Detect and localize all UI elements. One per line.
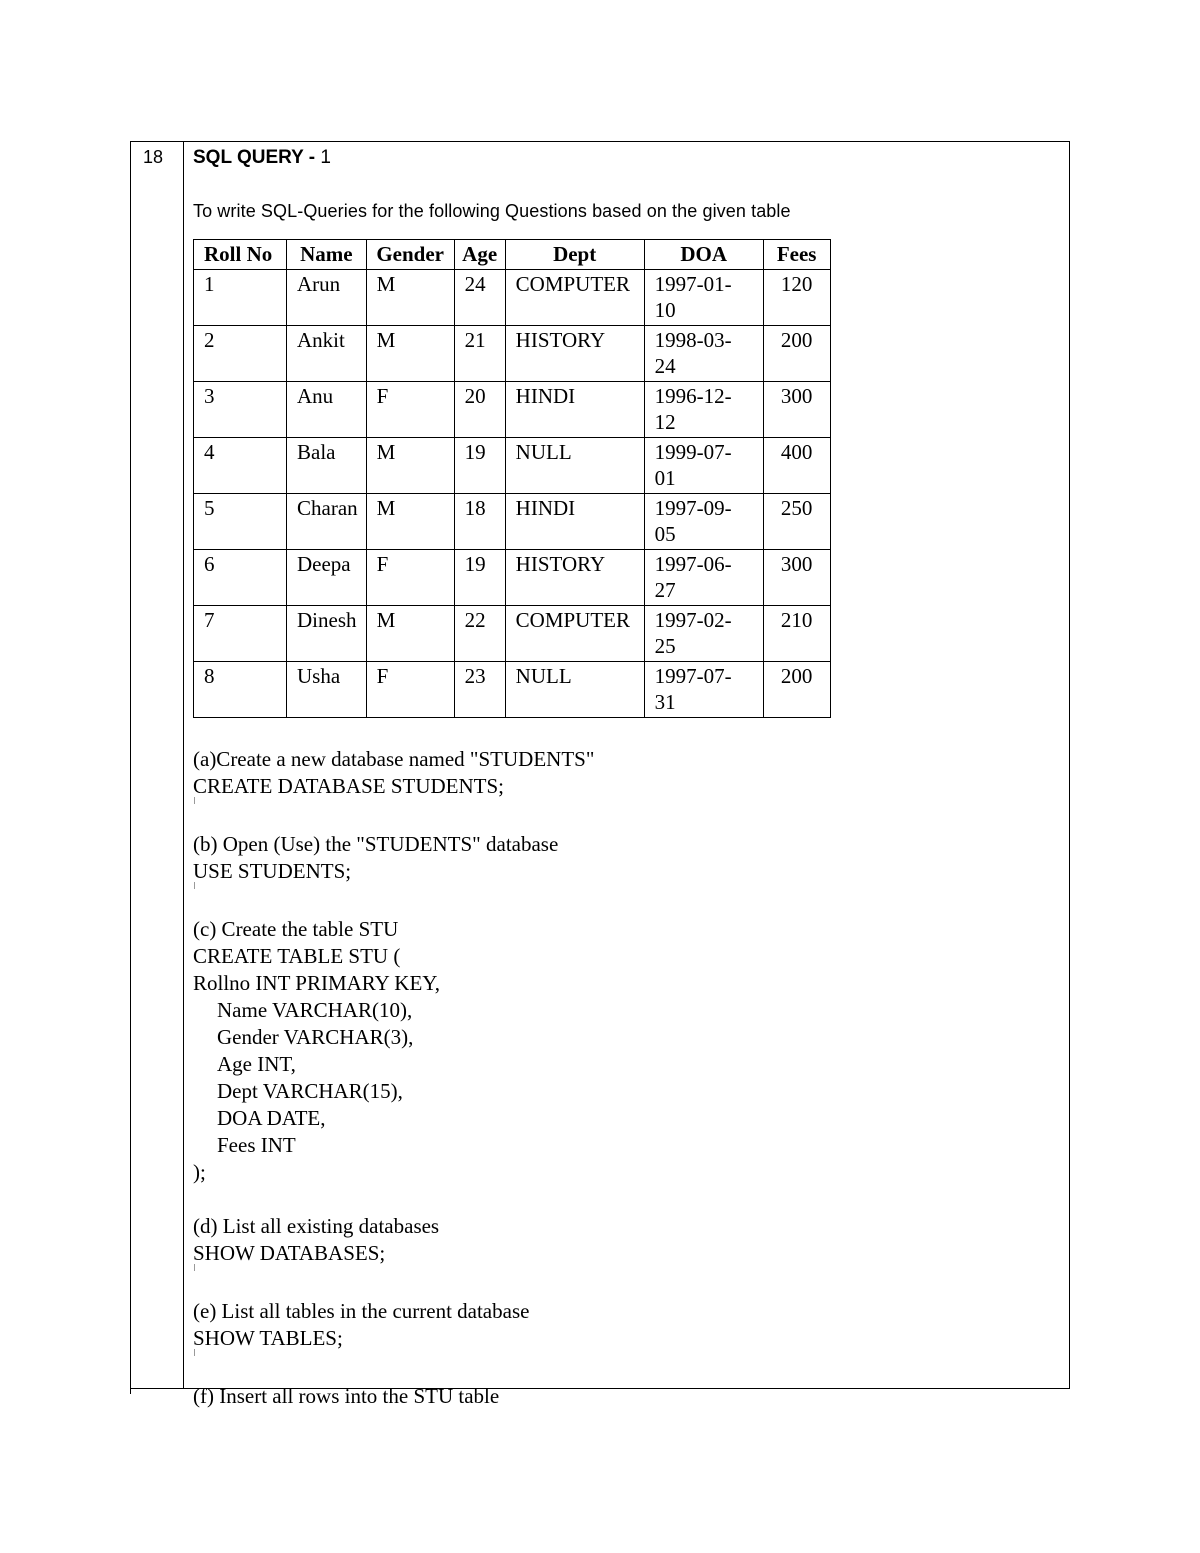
header-roll-no: Roll No xyxy=(194,240,287,270)
query-c-sql-line: CREATE TABLE STU ( xyxy=(193,944,401,968)
question-number: 18 xyxy=(143,147,164,167)
cell-dept: HISTORY xyxy=(505,326,644,382)
cell-gender: M xyxy=(366,326,454,382)
query-c-sql-line: Rollno INT PRIMARY KEY, xyxy=(193,971,440,995)
query-d-label: (d) List all existing databases xyxy=(193,1214,440,1238)
cell-dept: HINDI xyxy=(505,494,644,550)
cell-fees: 250 xyxy=(763,494,830,550)
border-extension xyxy=(130,1388,131,1394)
table-row xyxy=(194,662,831,718)
intro-text: To write SQL-Queries for the following Questions based on the given table xyxy=(193,201,791,221)
cell-age: 19 xyxy=(454,438,505,494)
query-c-sql-line: ); xyxy=(193,1160,206,1184)
query-c-sql-line: Fees INT xyxy=(217,1133,296,1157)
cell-gender: M xyxy=(366,606,454,662)
cell-doa xyxy=(644,494,763,550)
query-d-sql: SHOW DATABASES; xyxy=(193,1241,386,1265)
cell-name: Dinesh xyxy=(287,606,367,662)
cell-dept: NULL xyxy=(505,438,644,494)
cell-fees: 200 xyxy=(763,662,830,718)
cell-age: 22 xyxy=(454,606,505,662)
students-table xyxy=(193,239,831,718)
cell-fees: 210 xyxy=(763,606,830,662)
question-box xyxy=(130,141,1070,1408)
doa-line: 10 xyxy=(654,298,676,322)
query-c-sql-line: DOA DATE, xyxy=(217,1106,326,1130)
cell-fees: 300 xyxy=(763,382,830,438)
query-c-sql-line: Age INT, xyxy=(217,1052,296,1076)
cell-roll-no: 7 xyxy=(194,606,287,662)
cell-doa xyxy=(644,326,763,382)
query-e-sql: SHOW TABLES; xyxy=(193,1326,343,1350)
cell-age: 23 xyxy=(454,662,505,718)
cell-name: Anu xyxy=(287,382,367,438)
cell-doa xyxy=(644,382,763,438)
doa-line: 01 xyxy=(654,466,676,490)
cell-fees: 200 xyxy=(763,326,830,382)
cell-dept: COMPUTER xyxy=(505,606,644,662)
query-a-sql: CREATE DATABASE STUDENTS; xyxy=(193,774,505,798)
cell-gender: M xyxy=(366,270,454,326)
query-a-label: (a)Create a new database named "STUDENTS" xyxy=(193,747,595,771)
cell-age: 24 xyxy=(454,270,505,326)
cell-roll-no: 5 xyxy=(194,494,287,550)
doa-line: 24 xyxy=(654,354,676,378)
cell-gender: F xyxy=(366,382,454,438)
doa-line: 12 xyxy=(654,410,676,434)
query-b-label: (b) Open (Use) the "STUDENTS" database xyxy=(193,832,559,856)
column-divider xyxy=(183,142,184,1388)
doa-line: 27 xyxy=(654,578,676,602)
table-row xyxy=(194,382,831,438)
table-row xyxy=(194,606,831,662)
query-b-sql: USE STUDENTS; xyxy=(193,859,352,883)
query-f-label: (f) Insert all rows into the STU table xyxy=(193,1384,500,1408)
doa-line: 25 xyxy=(654,634,676,658)
query-c-sql-line: Dept VARCHAR(15), xyxy=(217,1079,403,1103)
cell-doa xyxy=(644,606,763,662)
table-row xyxy=(194,326,831,382)
question-content xyxy=(193,147,1053,1410)
cell-name: Usha xyxy=(287,662,367,718)
cell-roll-no: 6 xyxy=(194,550,287,606)
doa-line: 05 xyxy=(654,522,676,546)
table-row xyxy=(194,270,831,326)
table-row xyxy=(194,494,831,550)
doa-line: 1997-06- xyxy=(654,552,732,576)
header-dept: Dept xyxy=(505,240,644,270)
cell-name: Charan xyxy=(287,494,367,550)
query-e-label: (e) List all tables in the current database xyxy=(193,1299,530,1323)
cell-name: Bala xyxy=(287,438,367,494)
table-row xyxy=(194,550,831,606)
table-row xyxy=(194,438,831,494)
header-fees: Fees xyxy=(763,240,830,270)
cell-roll-no: 3 xyxy=(194,382,287,438)
title-bold: SQL QUERY - xyxy=(193,147,316,168)
cell-fees: 300 xyxy=(763,550,830,606)
doa-line: 1997-02- xyxy=(654,608,732,632)
cell-age: 21 xyxy=(454,326,505,382)
query-c-sql-line: Name VARCHAR(10), xyxy=(217,998,413,1022)
cell-doa xyxy=(644,270,763,326)
cell-age: 18 xyxy=(454,494,505,550)
cell-name: Arun xyxy=(287,270,367,326)
header-gender: Gender xyxy=(366,240,454,270)
cell-doa xyxy=(644,438,763,494)
cell-dept: HINDI xyxy=(505,382,644,438)
cell-gender: F xyxy=(366,662,454,718)
cell-fees: 120 xyxy=(763,270,830,326)
doa-line: 1998-03- xyxy=(654,328,732,352)
table-header-row xyxy=(194,240,831,270)
doa-line: 1997-01- xyxy=(654,272,732,296)
query-c-label: (c) Create the table STU xyxy=(193,917,399,941)
sql-queries xyxy=(193,746,1053,1410)
title-number: 1 xyxy=(315,147,331,168)
doa-line: 1996-12- xyxy=(654,384,732,408)
cell-roll-no: 4 xyxy=(194,438,287,494)
doa-line: 1997-07- xyxy=(654,664,732,688)
cell-doa xyxy=(644,550,763,606)
cell-dept: COMPUTER xyxy=(505,270,644,326)
header-age: Age xyxy=(454,240,505,270)
cell-fees: 400 xyxy=(763,438,830,494)
doa-line: 1997-09- xyxy=(654,496,732,520)
header-doa: DOA xyxy=(644,240,763,270)
doa-line: 31 xyxy=(654,690,676,714)
cell-roll-no: 1 xyxy=(194,270,287,326)
cell-dept: NULL xyxy=(505,662,644,718)
cell-name: Ankit xyxy=(287,326,367,382)
cell-roll-no: 2 xyxy=(194,326,287,382)
cell-doa xyxy=(644,662,763,718)
cell-dept: HISTORY xyxy=(505,550,644,606)
cell-age: 20 xyxy=(454,382,505,438)
cell-age: 19 xyxy=(454,550,505,606)
cell-name: Deepa xyxy=(287,550,367,606)
cell-gender: M xyxy=(366,494,454,550)
cell-gender: M xyxy=(366,438,454,494)
header-name: Name xyxy=(287,240,367,270)
page-title xyxy=(193,147,1053,169)
query-c-sql-line: Gender VARCHAR(3), xyxy=(217,1025,414,1049)
cell-roll-no: 8 xyxy=(194,662,287,718)
cell-gender: F xyxy=(366,550,454,606)
doa-line: 1999-07- xyxy=(654,440,732,464)
